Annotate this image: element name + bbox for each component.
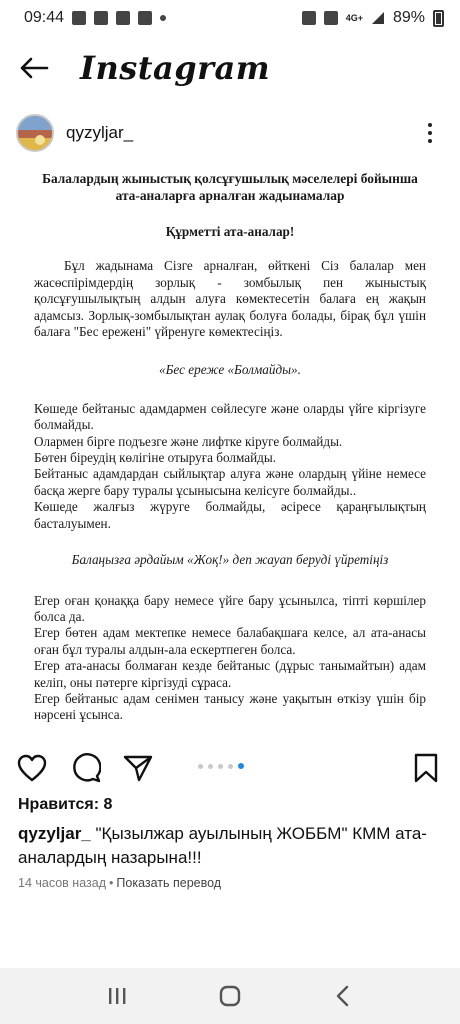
save-button[interactable] — [410, 752, 442, 784]
post-meta — [18, 876, 221, 890]
carousel-dot-active — [238, 763, 244, 769]
carousel-dot — [208, 764, 213, 769]
signal-icon — [371, 11, 385, 25]
notification-icon — [72, 11, 86, 25]
carousel-dot — [198, 764, 203, 769]
chevron-left-icon — [335, 985, 351, 1007]
rule-item: Егер бейтаныс адам сенімен танысу және уақытын өткізу үшін бір нәрсені ұсынса. — [34, 690, 426, 723]
rules-list — [34, 401, 426, 532]
more-options-button[interactable] — [418, 118, 442, 148]
carousel-dot — [218, 764, 223, 769]
rules-list-2 — [34, 593, 426, 724]
post-caption — [18, 822, 438, 870]
back-nav-button[interactable] — [323, 976, 363, 1016]
email-icon — [94, 11, 108, 25]
avatar[interactable] — [16, 114, 54, 152]
home-icon — [218, 984, 242, 1008]
send-icon — [123, 754, 153, 782]
rule-item: Көшеде жалғыз жүруге болмайды, әсіресе қараңғылықтың басталуымен. — [34, 499, 426, 531]
rule-item: Көшеде бейтаныс адамдармен сөйлесуге және оларды үйге кіргізуге болмайды. — [34, 400, 426, 433]
status-time: 09:44 — [24, 9, 65, 26]
recent-apps-icon — [106, 986, 128, 1006]
battery-percentage: 89% — [392, 9, 425, 26]
notification-icons — [72, 11, 166, 25]
rule-item: Олармен бірге подъезге және лифтке кіруге болмайды. — [34, 433, 343, 449]
carousel-indicator — [198, 763, 244, 769]
translate-link[interactable]: Показать перевод — [116, 876, 222, 890]
document-subtitle-2: Балаңызға әрдайым «Жоқ!» деп жауап беруді үйретіңіз — [71, 552, 389, 568]
post-timestamp: 14 часов назад — [18, 876, 106, 890]
caption-text: "Қызылжар ауылының ЖОББМ" КММ ата-аналардың назарына!!! — [18, 824, 427, 867]
rule-item: Егер оған қонаққа бару немесе үйге бару ұсынылса, тіпті көршілер болса да. — [34, 592, 426, 624]
document-greeting: Құрметті ата-аналар! — [165, 224, 295, 239]
more-notifications-icon — [160, 15, 166, 21]
rule-item: Бөтен біреудің көлігіне отыруға болмайды. — [34, 450, 277, 466]
post-image[interactable] — [0, 164, 460, 742]
alarm-icon — [302, 11, 316, 25]
rule-item: Егер ата-анасы болмаған кезде бейтаныс (дұрыс танымайтын) адам келіп, оны пәтерге кіргізуді сұраса. — [34, 658, 426, 690]
back-button[interactable] — [14, 48, 54, 88]
caption-username[interactable]: qyzyljar_ — [18, 824, 91, 843]
arrow-left-icon — [19, 56, 49, 80]
meta-separator: • — [109, 876, 114, 890]
status-bar — [0, 0, 460, 36]
mute-icon — [324, 11, 338, 25]
more-vertical-icon — [428, 123, 432, 127]
rule-item: Егер бөтен адам мектепке немесе балабақшаға келсе, ал ата-анасы оған бұл туралы алдын-ала ескертпеген болса. — [34, 625, 426, 657]
document-subtitle: «Бес ереже «Болмайды». — [159, 362, 301, 378]
system-icons — [302, 9, 444, 27]
home-button[interactable] — [210, 976, 250, 1016]
recent-apps-button[interactable] — [97, 976, 137, 1016]
rule-item: Бейтаныс адамдардан сыйлықтар алуға және олардың үйіне немесе басқа жерге бару туралы ұсынысына келісуге болмайды.. — [34, 466, 426, 498]
carousel-dot — [228, 764, 233, 769]
post-actions — [0, 748, 460, 788]
post-header — [0, 110, 460, 156]
network-type: 4G+ — [345, 13, 363, 23]
share-button[interactable] — [122, 752, 154, 784]
bookmark-icon — [414, 753, 438, 783]
document-title: Балалардың жыныстық қолсұғушылық мәселелері бойынша ата-аналарға арналған жадынамалар — [42, 171, 418, 203]
like-button[interactable] — [16, 752, 48, 784]
system-nav-bar — [0, 968, 460, 1024]
comment-button[interactable] — [70, 752, 102, 784]
snapchat-icon — [138, 11, 152, 25]
app-header — [0, 40, 460, 96]
document-intro: Бұл жадынама Сізге арналған, өйткені Сіз балалар мен жасөспірімдердің зорлық - зомбылық пен жыныстық қолсұғушылықтың алдын алуға көмектесетін балаға ең жақын адамсыз. Зорлық-зомбылықтан аулақ болуға болады, бірақ бұл үшін балаға "Бес ережені" үйренуге көмектесіңіз. — [34, 258, 426, 340]
app-title: Instagram — [80, 49, 271, 87]
post-username[interactable]: qyzyljar_ — [66, 123, 134, 142]
heart-icon — [17, 754, 47, 782]
avatar-image — [18, 116, 52, 150]
comment-icon — [71, 753, 101, 783]
battery-icon — [433, 10, 444, 27]
gallery-icon — [116, 11, 130, 25]
likes-count[interactable]: Нравится: 8 — [18, 796, 113, 813]
